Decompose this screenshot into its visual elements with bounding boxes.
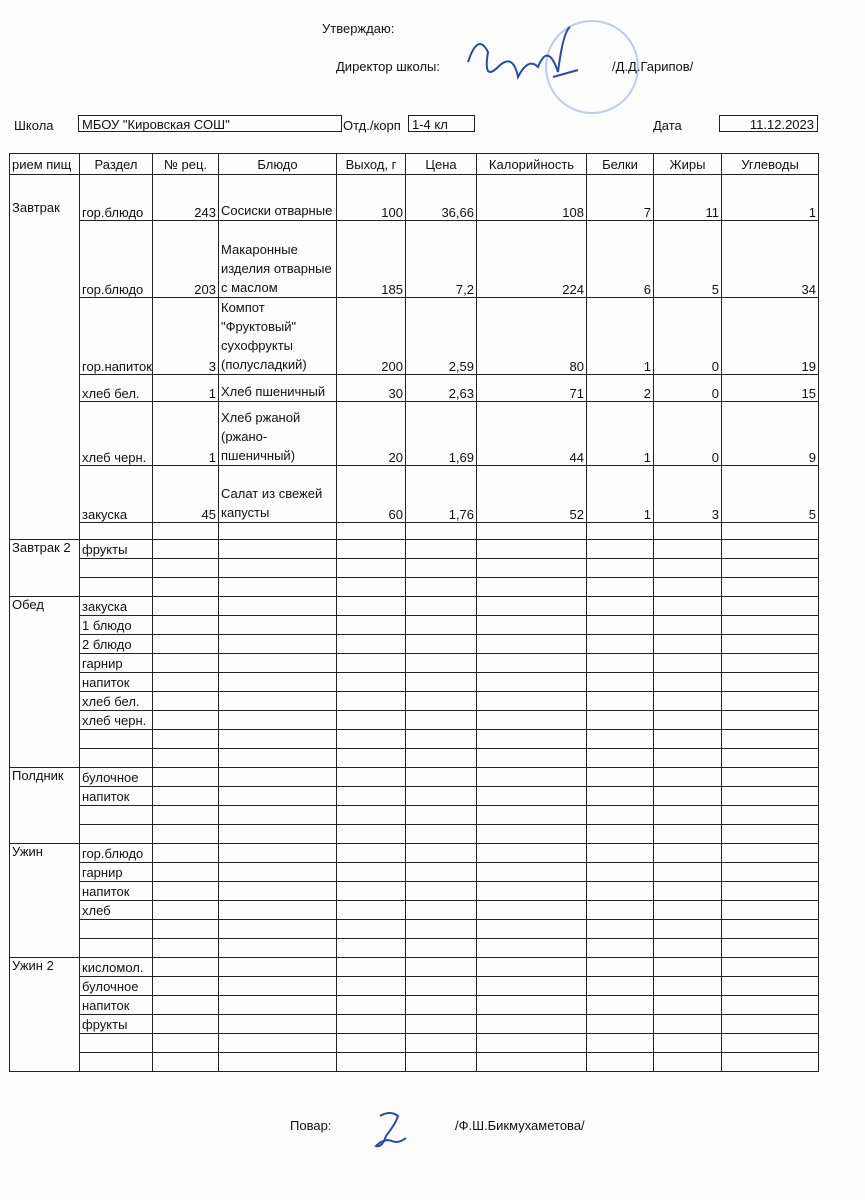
header-price: Цена (406, 154, 477, 175)
meal-breakfast: Завтрак (10, 175, 80, 540)
carbs-cell: 34 (722, 221, 819, 298)
table-row (10, 540, 819, 559)
section-cell: булочное (80, 768, 153, 787)
table-row (10, 768, 819, 787)
header-carbs: Углеводы (722, 154, 819, 175)
table-row (10, 559, 819, 578)
carbs-cell: 9 (722, 402, 819, 466)
section-cell: кисломол. (80, 958, 153, 977)
fat-cell: 0 (654, 298, 722, 375)
kcal-cell: 44 (477, 402, 587, 466)
section-cell: напиток (80, 996, 153, 1015)
section-cell: хлеб (80, 901, 153, 920)
director-signature (458, 22, 588, 92)
table-row (10, 673, 819, 692)
protein-cell: 1 (587, 298, 654, 375)
table-row (10, 466, 819, 523)
recipe-cell: 203 (153, 221, 219, 298)
section-cell: напиток (80, 787, 153, 806)
recipe-cell: 1 (153, 375, 219, 402)
table-row (10, 749, 819, 768)
table-row (10, 175, 819, 221)
protein-cell: 1 (587, 402, 654, 466)
table-row (10, 958, 819, 977)
cook-name: /Ф.Ш.Бикмухаметова/ (455, 1118, 585, 1133)
carbs-cell: 15 (722, 375, 819, 402)
table-row (10, 654, 819, 673)
section-cell: гарнир (80, 654, 153, 673)
dish-cell: Хлеб пшеничный (219, 375, 337, 402)
dish-cell: Салат из свежей капусты (219, 466, 337, 523)
director-label: Директор школы: (336, 59, 440, 74)
carbs-cell: 1 (722, 175, 819, 221)
dish-cell: Сосиски отварные (219, 175, 337, 221)
table-row (10, 806, 819, 825)
table-row (10, 221, 819, 298)
table-row (10, 920, 819, 939)
protein-cell: 1 (587, 466, 654, 523)
protein-cell: 6 (587, 221, 654, 298)
meal-lunch: Обед (10, 597, 80, 768)
meal-dinner2: Ужин 2 (10, 958, 80, 1072)
section-cell: закуска (80, 597, 153, 616)
fat-cell: 3 (654, 466, 722, 523)
section-cell: булочное (80, 977, 153, 996)
approval-label: Утверждаю: (322, 21, 395, 36)
fat-cell: 5 (654, 221, 722, 298)
table-row (10, 977, 819, 996)
kcal-cell: 108 (477, 175, 587, 221)
section-cell: хлеб бел. (80, 375, 153, 402)
school-label: Школа (14, 118, 54, 133)
dish-cell: Макаронные изделия отварные с маслом (219, 221, 337, 298)
table-row (10, 711, 819, 730)
cook-signature (368, 1108, 418, 1153)
date-field: 11.12.2023 (719, 115, 818, 132)
section-cell: напиток (80, 673, 153, 692)
meal-breakfast2: Завтрак 2 (10, 540, 80, 597)
section-cell: фрукты (80, 1015, 153, 1034)
table-row (10, 597, 819, 616)
table-row (10, 635, 819, 654)
section-cell: гор.блюдо (80, 175, 153, 221)
table-row (10, 996, 819, 1015)
school-field: МБОУ "Кировская СОШ" (78, 115, 342, 132)
protein-cell: 2 (587, 375, 654, 402)
table-row (10, 616, 819, 635)
director-name: /Д.Д.Гарипов/ (612, 59, 694, 74)
table-row (10, 298, 819, 375)
protein-cell: 7 (587, 175, 654, 221)
price-cell: 7,2 (406, 221, 477, 298)
carbs-cell: 19 (722, 298, 819, 375)
section-cell: гор.блюдо (80, 844, 153, 863)
price-cell: 36,66 (406, 175, 477, 221)
recipe-cell: 3 (153, 298, 219, 375)
section-cell: хлеб бел. (80, 692, 153, 711)
price-cell: 2,63 (406, 375, 477, 402)
header-yield: Выход, г (337, 154, 406, 175)
dept-label: Отд./корп (343, 118, 401, 133)
header-kcal: Калорийность (477, 154, 587, 175)
carbs-cell: 5 (722, 466, 819, 523)
price-cell: 1,69 (406, 402, 477, 466)
meal-snack: Полдник (10, 768, 80, 844)
table-row (10, 844, 819, 863)
table-row (10, 523, 819, 540)
table-row (10, 1053, 819, 1072)
kcal-cell: 80 (477, 298, 587, 375)
table-row (10, 402, 819, 466)
fat-cell: 0 (654, 402, 722, 466)
fat-cell: 11 (654, 175, 722, 221)
table-row (10, 375, 819, 402)
yield-cell: 100 (337, 175, 406, 221)
table-row (10, 692, 819, 711)
table-row (10, 730, 819, 749)
meal-dinner: Ужин (10, 844, 80, 958)
table-row (10, 863, 819, 882)
section-cell: гор.напиток (80, 298, 153, 375)
table-row (10, 882, 819, 901)
yield-cell: 20 (337, 402, 406, 466)
section-cell: хлеб черн. (80, 402, 153, 466)
price-cell: 1,76 (406, 466, 477, 523)
price-cell: 2,59 (406, 298, 477, 375)
section-cell: гарнир (80, 863, 153, 882)
dept-field: 1-4 кл (408, 115, 475, 132)
table-row (10, 1034, 819, 1053)
header-row (10, 154, 819, 175)
kcal-cell: 224 (477, 221, 587, 298)
section-cell: хлеб черн. (80, 711, 153, 730)
kcal-cell: 71 (477, 375, 587, 402)
yield-cell: 200 (337, 298, 406, 375)
yield-cell: 185 (337, 221, 406, 298)
table-row (10, 1015, 819, 1034)
dish-cell: Компот "Фруктовый" сухофрукты (полусладкий) (219, 298, 337, 375)
yield-cell: 30 (337, 375, 406, 402)
recipe-cell: 45 (153, 466, 219, 523)
header-meal: рием пищ (10, 154, 80, 175)
section-cell: закуска (80, 466, 153, 523)
kcal-cell: 52 (477, 466, 587, 523)
recipe-cell: 243 (153, 175, 219, 221)
section-cell: гор.блюдо (80, 221, 153, 298)
fat-cell: 0 (654, 375, 722, 402)
cook-label: Повар: (290, 1118, 332, 1133)
header-fat: Жиры (654, 154, 722, 175)
header-section: Раздел (80, 154, 153, 175)
header-dish: Блюдо (219, 154, 337, 175)
yield-cell: 60 (337, 466, 406, 523)
table-row (10, 825, 819, 844)
recipe-cell: 1 (153, 402, 219, 466)
section-cell: фрукты (80, 540, 153, 559)
table-row (10, 901, 819, 920)
menu-table (9, 153, 819, 1072)
table-row (10, 939, 819, 958)
header-recipe: № рец. (153, 154, 219, 175)
table-row (10, 787, 819, 806)
header-protein: Белки (587, 154, 654, 175)
dish-cell: Хлеб ржаной (ржано-пшеничный) (219, 402, 337, 466)
table-row (10, 578, 819, 597)
date-label: Дата (653, 118, 682, 133)
section-cell: напиток (80, 882, 153, 901)
section-cell: 1 блюдо (80, 616, 153, 635)
section-cell: 2 блюдо (80, 635, 153, 654)
